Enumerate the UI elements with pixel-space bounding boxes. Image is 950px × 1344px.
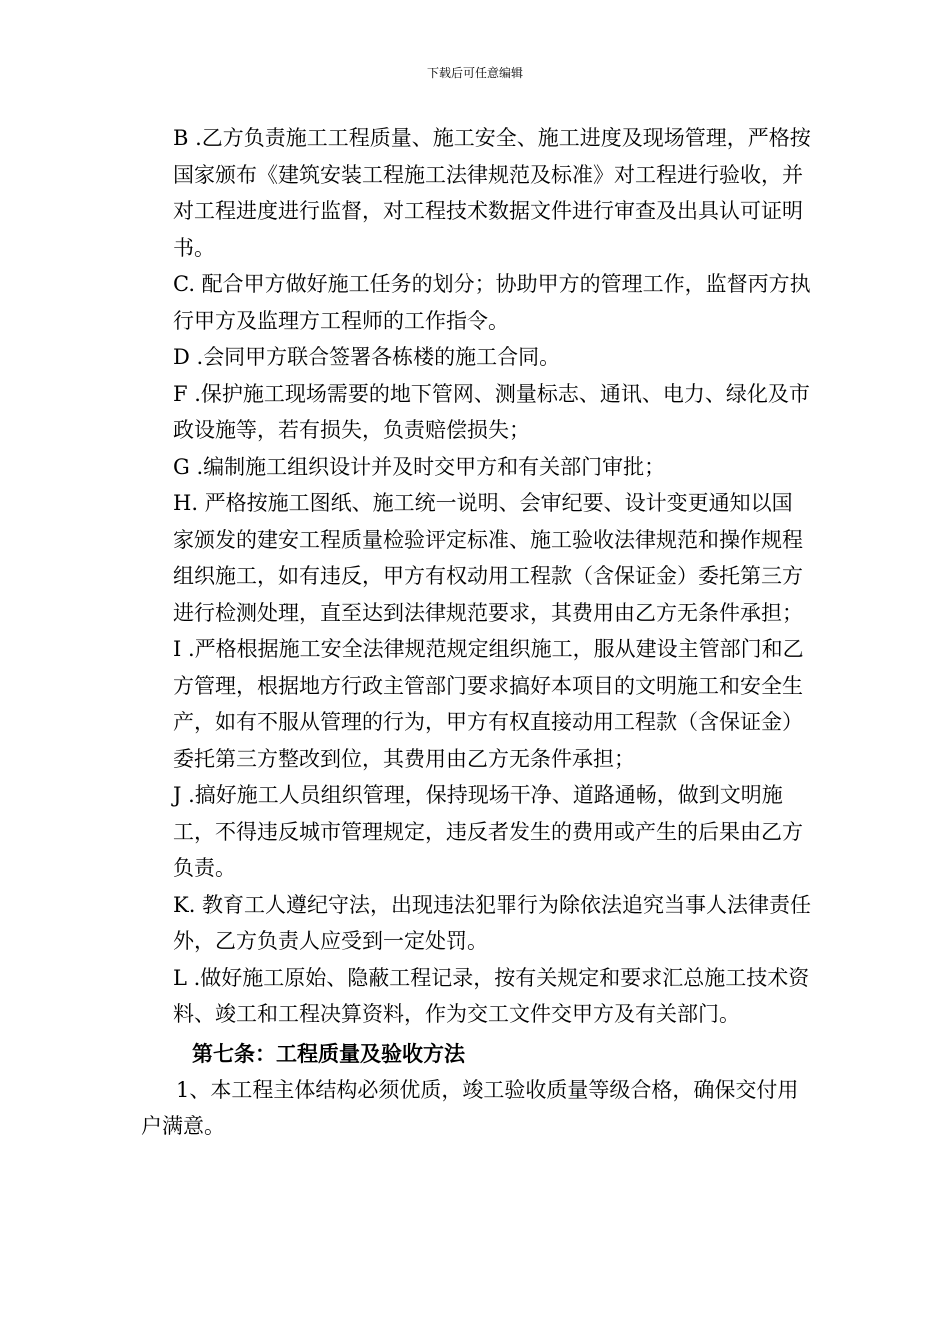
clause-f: F .保护施工现场需要的地下管网、测量标志、通讯、电力、绿化及市政设施等，若有损失，负责赔偿损失； [173,381,810,442]
clause-j: J .搞好施工人员组织管理，保持现场干净、道路通畅，做到文明施工，不得违反城市管理规定，违反者发生的费用或产生的后果由乙方负责。 [173,783,803,880]
clause-d: D .会同甲方联合签署各栋楼的施工合同。 [173,345,561,369]
clause-h: H. 严格按施工图纸、施工统一说明、会审纪要、设计变更通知以国家颁发的建安工程质量检验评定标准、施工验收法律规范和操作规程组织施工，如有违反，甲方有权动用工程款（含保证金）委托第三方进行检测处理，直至达到法律规范要求，其费用由乙方无条件承担； [173,491,803,625]
clause-i: I .严格根据施工安全法律规范规定组织施工，服从建设主管部门和乙方管理，根据地方行政主管部门要求搞好本项目的文明施工和安全生产，如有不服从管理的行为，甲方有权直接动用工程款（含保证金）委托第三方整改到位，其费用由乙方无条件承担； [173,637,804,771]
document-body [141,120,813,1144]
clause-b: B .乙方负责施工工程质量、施工安全、施工进度及现场管理，严格按国家颁布《建筑安装工程施工法律规范及标准》对工程进行验收，并对工程进度进行监督，对工程技术数据文件进行审查及出具认可证明书。 [173,126,811,260]
clause-g: G .编制施工组织设计并及时交甲方和有关部门审批； [173,454,666,479]
section-paragraph: 1、本工程主体结构必须优质，竣工验收质量等级合格，确保交付用户满意。 [141,1077,799,1138]
clause-k: K. 教育工人遵纪守法，出现违法犯罪行为除依法追究当事人法律责任外，乙方负责人应受到一定处罚。 [173,892,812,953]
section-heading: 第七条：工程质量及验收方法 [192,1040,465,1066]
clause-l: L .做好施工原始、隐蔽工程记录，按有关规定和要求汇总施工技术资料、竣工和工程决算资料，作为交工文件交甲方及有关部门。 [173,965,810,1026]
clause-c: C. 配合甲方做好施工任务的划分；协助甲方的管理工作，监督丙方执行甲方及监理方工程师的工作指令。 [173,272,811,333]
page-header-note: 下载后可任意编辑 [426,66,523,80]
